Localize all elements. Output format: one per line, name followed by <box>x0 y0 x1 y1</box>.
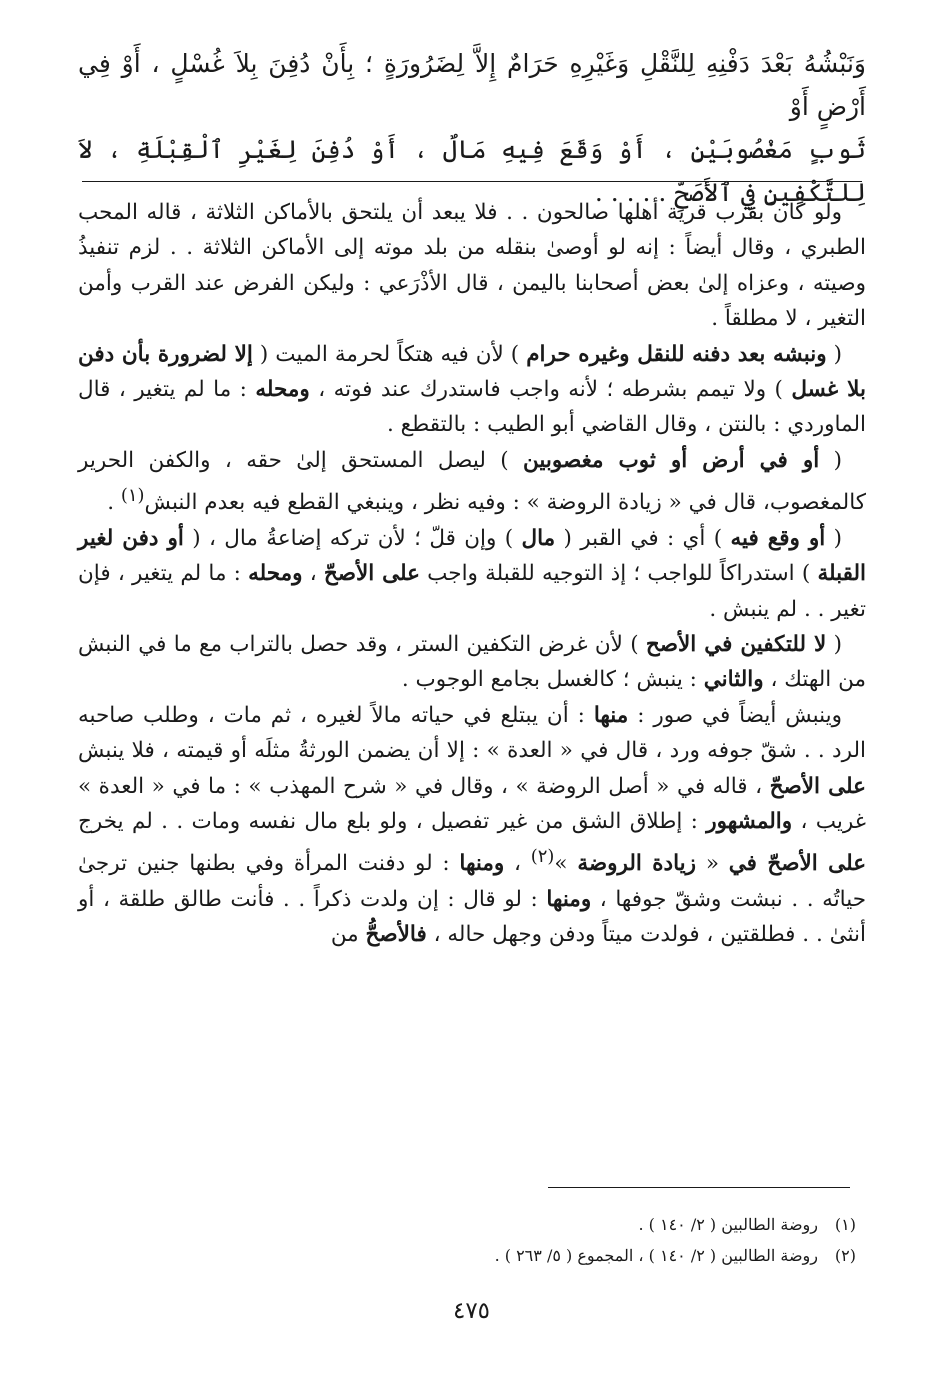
matn-quote: إلا لضرورة بأن دفن بلا غسل <box>78 341 866 403</box>
text-run: وينبش أيضاً في صور : <box>628 702 843 728</box>
text-run: ( <box>825 525 842 551</box>
page-number: ٤٧٥ <box>452 1298 491 1324</box>
matn-quote: أو دفن لغير القبلة <box>78 525 866 587</box>
footnote-ref[interactable]: (١) <box>120 485 145 507</box>
text-run: : أن يبتلع في حياته مالاً لغيره ، ثم مات ، وطلب صاحبه الرد . . شقّ جوفه ورد ، قال في « العدة » : إلا أن يضمن الورثةُ مثلَه أو قيمته ، فلا ينبش <box>78 702 866 764</box>
paragraph <box>78 521 866 627</box>
keyword: على الأصحّ <box>769 773 866 799</box>
text-run: : ما لم يتغير ، فإن تغير . . لم ينبش . <box>78 561 866 622</box>
keyword: والثاني <box>703 667 764 693</box>
matn-quote: أو في أرض أو ثوب مغصوبين <box>523 447 820 473</box>
text-run: ، <box>302 561 324 587</box>
footnote <box>78 1209 856 1240</box>
matn-quote: أو وقع فيه <box>730 525 826 551</box>
keyword: على الأصحّ <box>323 561 420 587</box>
footnote-text: روضة الطالبين ( ٢/ ١٤٠ ) ، المجموع ( ٥/ ٢٦٣ ) . <box>494 1246 818 1265</box>
footnote-text: روضة الطالبين ( ٢/ ١٤٠ ) . <box>638 1215 818 1234</box>
paragraph <box>78 698 866 953</box>
keyword: ومنها <box>459 851 505 877</box>
paragraph <box>78 443 866 521</box>
keyword: ومنها <box>546 887 592 913</box>
text-run: : إطلاق الشق من غير تفصيل ، ولو بلع مال نفسه ومات . . لم يخرج <box>78 809 707 835</box>
commentary-text <box>78 195 866 953</box>
footnotes <box>78 1209 856 1271</box>
matn-quote: مال <box>521 525 556 551</box>
keyword: والمشهور <box>706 809 793 835</box>
footnote-ref[interactable]: (٢) <box>530 846 555 868</box>
keyword: فالأصحُّ <box>365 922 427 948</box>
text-run: ) لأن فيه هتكاً لحرمة الميت ( <box>252 341 527 367</box>
matn-line: ثَوبٍ مَغْصُوبَيْنِ ، أَوْ وَقَعَ فِيهِ مَالٌ ، أَوْ دُفِنَ لِغَيْرِ ٱلْقِبْلَةِ ، لاَ لِلتَّكْفِينِ فِي ٱلأَصَحِّ . . . . . <box>78 135 866 207</box>
keyword: زيادة الروضة <box>577 851 697 877</box>
text-run: ( <box>826 341 842 367</box>
footnote-number: (٢) <box>834 1246 856 1265</box>
text-run: » <box>554 851 578 877</box>
text-run: : ما لم يتغير ، قال الماوردي : بالنتن ، وقال القاضي أبو الطيب : بالتقطع . <box>78 377 866 438</box>
text-run: ، <box>504 851 531 877</box>
matn-separator-rule <box>82 181 862 182</box>
text-run: ) ليصل المستحق إلىٰ حقه ، والكفن الحرير كالمغصوب، قال في « زيادة الروضة » : وفيه نظر ، وينبغي القطع فيه بعدم النبش <box>78 447 866 516</box>
matn-line: وَنَبْشُهُ بَعْدَ دَفْنِهِ لِلنَّقْلِ وَغَيْرِهِ حَرَامٌ إِلاَّ لِضَرُورَةٍ ؛ بِأَنْ دُفِنَ بِلاَ غُسْلٍ ، أَوْ فِي أَرْضٍ أَوْ <box>78 49 866 121</box>
keyword: منها <box>593 702 629 728</box>
text-run: ) لأن غرض التكفين الستر ، وقد حصل بالتراب مع ما في النبش من الهتك ، <box>78 632 866 693</box>
footnote-separator-rule <box>548 1187 850 1188</box>
paragraph: ولو كان بقرب قرية أهلها صالحون . . فلا يبعد أن يلتحق بالأماكن الثلاثة ، قاله المحب الطبري ، وقال أيضاً : إنه لو أوصىٰ بنقله من بلد موته إلى الأماكن الثلاثة . . لزم تنفيذُ وصيته ، وعزاه إلىٰ بعض أصحابنا باليمن ، قال الأذْرَعي : وليكن الفرض عند القرب وأمن التغير ، لا مطلقاً . <box>78 200 866 332</box>
matn-text <box>78 42 866 214</box>
matn-quote: ونبشه بعد دفنه للنقل وغيره حرام <box>526 341 827 367</box>
text-run: « <box>696 851 729 877</box>
text-run: ( <box>826 632 842 658</box>
text-run: : لو دفنت المرأة وفي بطنها جنين ترجىٰ حياتُه . . نبشت وشقّ جوفها ، <box>78 851 867 913</box>
text-run: : لو قال : إن ولدت ذكراً . . فأنت طالق طلقة ، أو أنثىٰ . . فطلقتين ، فولدت ميتاً ودفن وجهل حاله ، <box>78 887 866 948</box>
keyword: على الأصحّ في <box>728 851 867 877</box>
text-run: : ينبش ؛ كالغسل بجامع الوجوب . <box>401 667 704 693</box>
text-run: ) أي : في القبر ( <box>555 525 731 551</box>
text-run: ) ولا تيمم بشرطه ؛ لأنه واجب فاستدرك عند فوته ، <box>309 377 792 403</box>
text-run: ( <box>819 447 842 473</box>
text-run: ، قاله في « أصل الروضة » ، وقال في « شرح المهذب » : ما في « العدة » غريب ، <box>78 773 866 835</box>
text-run: ) استدراكاً للواجب ؛ إذ التوجيه للقبلة واجب <box>419 561 818 587</box>
footnote <box>78 1240 856 1271</box>
footnote-number: (١) <box>834 1215 856 1234</box>
paragraph <box>78 337 866 443</box>
keyword: ومحله <box>248 561 303 587</box>
text-run: . <box>107 490 121 516</box>
paragraph <box>78 627 866 698</box>
text-run: ) وإن قلّ ؛ لأن تركه إضاعةُ مال ، ( <box>183 525 522 551</box>
keyword: ومحله <box>255 377 310 403</box>
matn-quote: لا للتكفين في الأصح <box>645 632 827 658</box>
text-run: من <box>330 922 366 948</box>
